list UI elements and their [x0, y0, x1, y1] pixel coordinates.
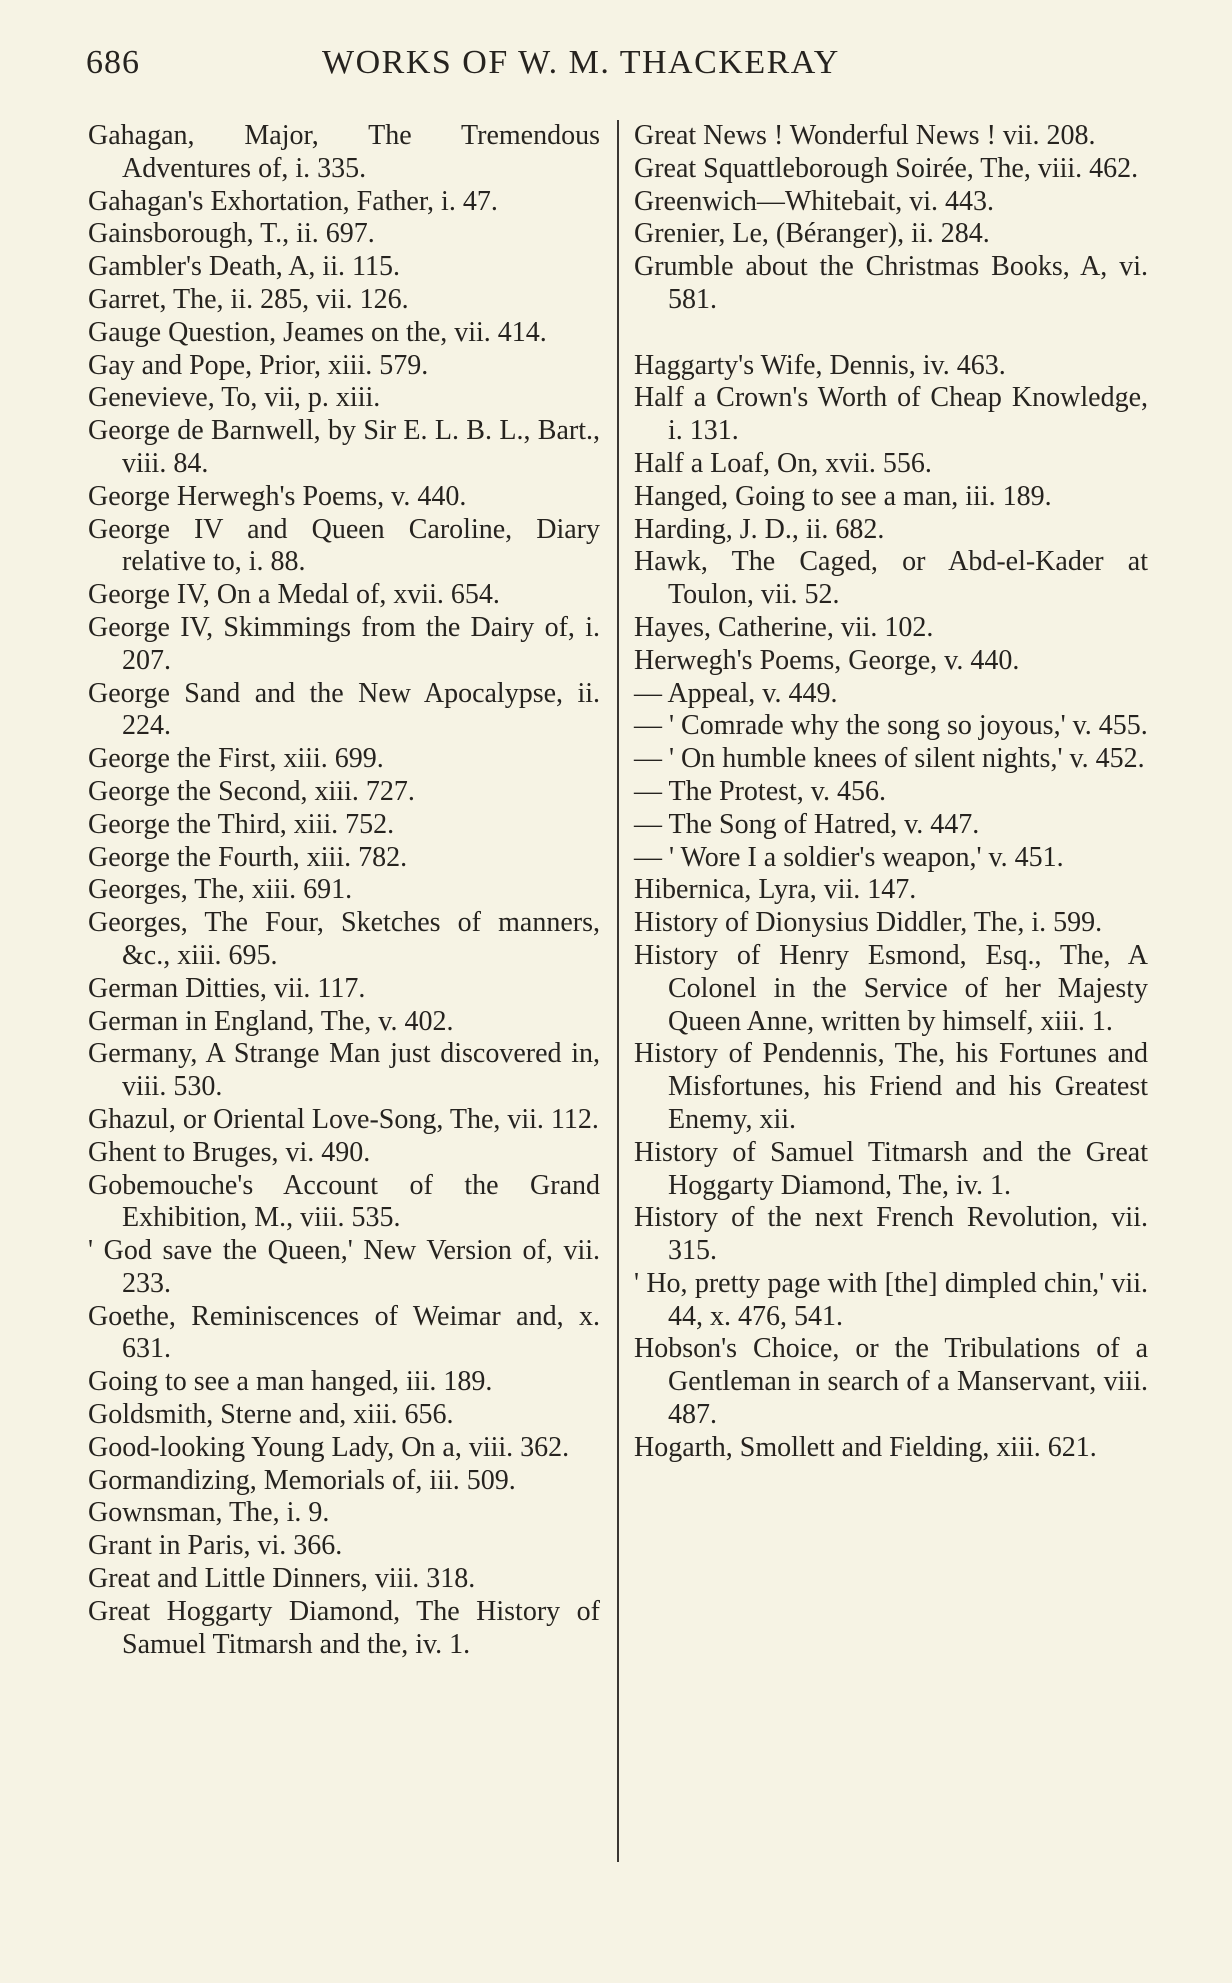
index-entry: Goldsmith, Sterne and, xiii. 656. — [88, 1399, 454, 1431]
index-entry: Hobson's Choice, or the Tribulations of a Gentleman in search of a Manservant, viii. 487. — [634, 1333, 1148, 1431]
index-entry: George Herwegh's Poems, v. 440. — [88, 480, 467, 512]
index-entry: George IV and Queen Caroline, Diary relative to, i. 88. — [88, 513, 600, 578]
index-entry: Gauge Question, Jeames on the, vii. 414. — [88, 316, 547, 348]
index-entry: Gay and Pope, Prior, xiii. 579. — [88, 349, 429, 381]
index-entry: Great News ! Wonderful News ! vii. 208. — [634, 120, 1096, 151]
index-entry: George de Barnwell, by Sir E. L. B. L., Bart., viii. 84. — [88, 415, 600, 479]
index-entry: Genevieve, To, vii, p. xiii. — [88, 382, 381, 414]
index-entry: George Sand and the New Apocalypse, ii. 224. — [88, 677, 600, 742]
page-number: 686 — [86, 44, 140, 81]
column-divider — [617, 120, 619, 1862]
running-head-title: WORKS OF W. M. THACKERAY — [322, 44, 840, 81]
index-entry: Great Hoggarty Diamond, The History of Samuel Titmarsh and the, iv. 1. — [88, 1595, 600, 1660]
index-entry: Hayes, Catherine, vii. 102. — [634, 611, 934, 643]
index-entry: Georges, The Four, Sketches of manners, &c., xiii. 695. — [88, 907, 600, 971]
index-entry: History of Dionysius Diddler, The, i. 599. — [634, 907, 1103, 939]
index-entry: Gainsborough, T., ii. 697. — [88, 218, 375, 250]
index-entry: Good-looking Young Lady, On a, viii. 362. — [88, 1431, 570, 1463]
index-entry: Georges, The, xiii. 691. — [88, 874, 353, 906]
index-entry: Hogarth, Smollett and Fielding, xiii. 621. — [634, 1431, 1097, 1463]
index-entry: Hawk, The Caged, or Abd-el-Kader at Toulon, vii. 52. — [634, 546, 1148, 611]
index-entry: Hibernica, Lyra, vii. 147. — [634, 874, 917, 906]
index-entry: ' Ho, pretty page with [the] dimpled chin,' vii. 44, x. 476, 541. — [634, 1267, 1148, 1332]
index-entry: Garret, The, ii. 285, vii. 126. — [88, 283, 409, 315]
index-column-right — [634, 120, 1148, 1465]
index-entry: Harding, J. D., ii. 682. — [634, 513, 885, 545]
index-subentry: — ' Wore I a soldier's weapon,' v. 451. — [634, 841, 1064, 873]
index-entry: Great Squattleborough Soirée, The, viii. 462. — [634, 152, 1139, 184]
index-subentry: — Appeal, v. 449. — [634, 677, 838, 709]
index-entry: George the Third, xiii. 752. — [88, 808, 395, 840]
index-entry: Gambler's Death, A, ii. 115. — [88, 251, 400, 283]
index-entry: George the Second, xiii. 727. — [88, 775, 415, 807]
index-entry: George IV, On a Medal of, xvii. 654. — [88, 579, 500, 611]
index-entry: Gahagan, Major, The Tremendous Adventures of, i. 335. — [88, 120, 600, 184]
index-entry: Half a Crown's Worth of Cheap Knowledge, i. 131. — [634, 382, 1148, 447]
index-subentry: — ' On humble knees of silent nights,' v. 452. — [634, 743, 1145, 775]
index-entry: Grant in Paris, vi. 366. — [88, 1530, 343, 1562]
index-subentry: — The Song of Hatred, v. 447. — [634, 808, 980, 840]
index-entry: Herwegh's Poems, George, v. 440. — [634, 644, 1020, 676]
index-entry: Goethe, Reminiscences of Weimar and, x. 631. — [88, 1300, 600, 1365]
index-entry: German in England, The, v. 402. — [88, 1005, 454, 1037]
index-entry: Greenwich—Whitebait, vi. 443. — [634, 185, 995, 217]
index-entry: ' God save the Queen,' New Version of, vii. 233. — [88, 1235, 600, 1299]
index-entry: Going to see a man hanged, iii. 189. — [88, 1366, 493, 1398]
index-entry: Ghazul, or Oriental Love-Song, The, vii. 112. — [88, 1103, 599, 1135]
index-entry: Grenier, Le, (Béranger), ii. 284. — [634, 218, 990, 250]
index-subentry: — The Protest, v. 456. — [634, 775, 886, 807]
index-entry: Half a Loaf, On, xvii. 556. — [634, 447, 932, 479]
index-entry: Hanged, Going to see a man, iii. 189. — [634, 480, 1052, 512]
index-entry: George IV, Skimmings from the Dairy of, i. 207. — [88, 611, 600, 676]
index-column-left — [88, 120, 600, 1661]
index-entry: George the First, xiii. 699. — [88, 743, 384, 775]
index-entry: Great and Little Dinners, viii. 318. — [88, 1563, 476, 1595]
index-entry: History of Samuel Titmarsh and the Great Hoggarty Diamond, The, iv. 1. — [634, 1136, 1148, 1201]
index-entry: Ghent to Bruges, vi. 490. — [88, 1136, 371, 1168]
index-entry: Gormandizing, Memorials of, iii. 509. — [88, 1464, 516, 1496]
index-entry-letter-h-start: Haggarty's Wife, Dennis, iv. 463. — [634, 349, 1006, 381]
index-entry: Germany, A Strange Man just discovered in, viii. 530. — [88, 1038, 600, 1103]
index-entry: History of the next French Revolution, vii. 315. — [634, 1202, 1148, 1267]
index-entry: George the Fourth, xiii. 782. — [88, 841, 408, 873]
index-entry: German Ditties, vii. 117. — [88, 972, 366, 1004]
index-entry: History of Henry Esmond, Esq., The, A Colonel in the Service of her Majesty Queen Anne, written by himself, xiii. 1. — [634, 939, 1148, 1037]
index-entry: History of Pendennis, The, his Fortunes and Misfortunes, his Friend and his Greatest Enemy, xii. — [634, 1038, 1148, 1135]
index-entry: Gahagan's Exhortation, Father, i. 47. — [88, 185, 498, 217]
index-subentry: — ' Comrade why the song so joyous,' v. 455. — [634, 710, 1148, 742]
index-entry: Grumble about the Christmas Books, A, vi. 581. — [634, 251, 1148, 315]
index-entry: Gownsman, The, i. 9. — [88, 1497, 330, 1529]
index-entry: Gobemouche's Account of the Grand Exhibition, M., viii. 535. — [88, 1169, 600, 1234]
